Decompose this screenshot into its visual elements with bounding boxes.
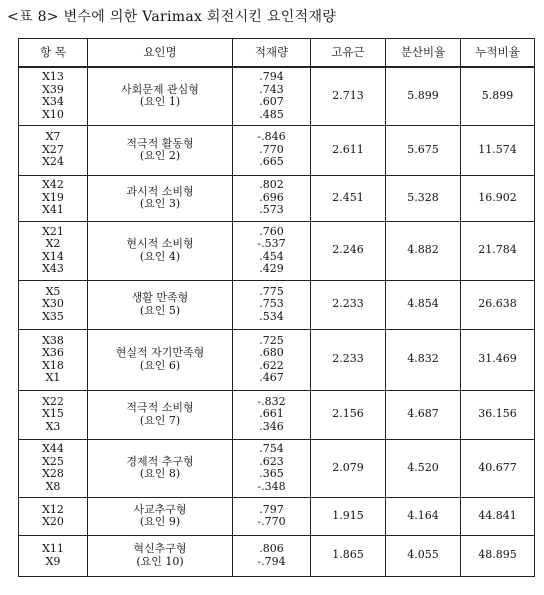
item-codes-value: X25 xyxy=(42,454,64,468)
eigenvalue: 2.451 xyxy=(311,175,386,221)
table-row xyxy=(19,125,535,175)
loadings xyxy=(233,535,311,576)
eigenvalue: 2.611 xyxy=(311,125,386,175)
loadings-value: .467 xyxy=(259,371,284,384)
table-row xyxy=(19,67,535,125)
header-eigenvalue: 고유근 xyxy=(311,39,386,68)
loadings-value: .661 xyxy=(259,407,284,421)
table-row xyxy=(19,221,535,280)
item-codes-value: X3 xyxy=(45,419,61,433)
loadings-value: .454 xyxy=(259,249,284,263)
item-codes xyxy=(19,175,88,221)
eigenvalue: 1.865 xyxy=(311,535,386,576)
item-codes-value: X27 xyxy=(42,142,64,156)
eigenvalue: 2.233 xyxy=(311,329,386,390)
loadings-value: -.794 xyxy=(257,554,286,568)
item-codes-value: X36 xyxy=(42,346,64,359)
loadings-value: .622 xyxy=(259,358,284,372)
loadings-value: .725 xyxy=(259,333,284,347)
eigenvalue: 1.915 xyxy=(311,497,386,535)
factor-name-cell xyxy=(88,175,233,221)
item-codes-value: X39 xyxy=(42,82,64,96)
table-row xyxy=(19,175,535,221)
factor-number: (요인 8) xyxy=(139,467,181,480)
header-row xyxy=(19,39,535,68)
item-codes-value: X24 xyxy=(42,155,64,169)
cumulative-ratio: 16.902 xyxy=(461,175,535,221)
factor-loading-table xyxy=(18,38,535,577)
cumulative-ratio: 21.784 xyxy=(461,221,535,280)
cumulative-ratio: 40.677 xyxy=(461,439,535,497)
factor-name-cell xyxy=(88,439,233,497)
factor-name-cell xyxy=(88,329,233,390)
variance-ratio: 5.899 xyxy=(386,67,461,125)
item-codes xyxy=(19,390,88,439)
factor-name-cell xyxy=(88,221,233,280)
factor-name: 현실적 자기만족형 xyxy=(115,346,205,359)
loadings-value: -.832 xyxy=(257,394,286,408)
eigenvalue: 2.246 xyxy=(311,221,386,280)
variance-ratio: 4.164 xyxy=(386,497,461,535)
loadings-value: -.348 xyxy=(257,479,286,493)
eigenvalue: 2.079 xyxy=(311,439,386,497)
variance-ratio: 4.520 xyxy=(386,439,461,497)
cumulative-ratio: 5.899 xyxy=(461,67,535,125)
eigenvalue: 2.233 xyxy=(311,280,386,329)
item-codes-value: X41 xyxy=(42,203,64,217)
loadings-value: .775 xyxy=(259,284,284,298)
loadings-value: .680 xyxy=(259,346,284,359)
cumulative-ratio: 44.841 xyxy=(461,497,535,535)
loadings xyxy=(233,67,311,125)
item-codes-value: X43 xyxy=(42,262,64,275)
table-row xyxy=(19,390,535,439)
item-codes-value: X1 xyxy=(45,371,61,384)
factor-name-cell xyxy=(88,535,233,576)
item-codes-value: X20 xyxy=(42,515,64,528)
loadings-value: -.846 xyxy=(257,130,286,144)
loadings-value: .754 xyxy=(259,442,284,455)
factor-number: (요인 5) xyxy=(139,303,181,317)
eigenvalue: 2.156 xyxy=(311,390,386,439)
loadings-value: .794 xyxy=(259,70,284,84)
table-row xyxy=(19,280,535,329)
factor-name: 사교추구형 xyxy=(133,502,187,516)
factor-name: 사회문제 관심형 xyxy=(121,82,199,96)
factor-number: (요인 10) xyxy=(136,554,184,568)
factor-name-cell xyxy=(88,390,233,439)
item-codes-value: X19 xyxy=(42,190,64,204)
loadings-value: .797 xyxy=(259,502,284,516)
loadings-value: .806 xyxy=(259,542,284,555)
item-codes-value: X21 xyxy=(42,224,64,238)
variance-ratio: 4.687 xyxy=(386,390,461,439)
item-codes-value: X28 xyxy=(42,467,64,480)
factor-name: 적극적 활동형 xyxy=(126,136,194,150)
factor-number: (요인 4) xyxy=(139,249,181,263)
item-codes xyxy=(19,329,88,390)
loadings-value: -.537 xyxy=(257,237,286,250)
item-codes-value: X42 xyxy=(42,178,64,192)
item-codes xyxy=(19,280,88,329)
factor-number: (요인 2) xyxy=(139,149,181,162)
loadings-value: .665 xyxy=(259,155,284,169)
factor-name-cell xyxy=(88,280,233,329)
item-codes-value: X14 xyxy=(42,249,64,263)
factor-name-cell xyxy=(88,497,233,535)
loadings-value: .623 xyxy=(259,454,284,468)
loadings-value: .696 xyxy=(259,190,284,204)
variance-ratio: 4.055 xyxy=(386,535,461,576)
header-items: 항 목 xyxy=(19,39,88,68)
loadings-value: .485 xyxy=(259,107,284,121)
item-codes xyxy=(19,497,88,535)
variance-ratio: 4.882 xyxy=(386,221,461,280)
factor-name: 생활 만족형 xyxy=(131,291,189,304)
item-codes-value: X38 xyxy=(42,333,64,347)
table-row xyxy=(19,535,535,576)
item-codes-value: X11 xyxy=(42,542,64,555)
header-cumulative-ratio: 누적비율 xyxy=(461,39,535,68)
loadings-value: .607 xyxy=(259,95,284,109)
loadings-value: .770 xyxy=(259,142,284,156)
item-codes xyxy=(19,221,88,280)
factor-name: 과시적 소비형 xyxy=(126,184,194,198)
cumulative-ratio: 31.469 xyxy=(461,329,535,390)
loadings-value: .743 xyxy=(259,82,284,96)
item-codes-value: X8 xyxy=(45,479,61,493)
item-codes-value: X15 xyxy=(42,407,64,421)
loadings xyxy=(233,439,311,497)
eigenvalue: 2.713 xyxy=(311,67,386,125)
factor-name: 경제적 추구형 xyxy=(126,454,194,468)
loadings-value: .573 xyxy=(259,203,284,217)
variance-ratio: 4.832 xyxy=(386,329,461,390)
item-codes-value: X10 xyxy=(42,107,64,121)
loadings-value: .346 xyxy=(259,419,284,433)
table-caption: <표 8> 변수에 의한 Varimax 회전시킨 요인적재량 xyxy=(7,9,337,25)
item-codes-value: X9 xyxy=(45,554,61,568)
loadings-value: -.770 xyxy=(257,515,286,528)
factor-name-cell xyxy=(88,67,233,125)
table-body xyxy=(19,67,535,576)
item-codes-value: X34 xyxy=(42,95,64,109)
loadings-value: .802 xyxy=(259,178,284,192)
loadings xyxy=(233,125,311,175)
factor-name: 혁신추구형 xyxy=(133,542,187,555)
variance-ratio: 4.854 xyxy=(386,280,461,329)
factor-name: 현시적 소비형 xyxy=(126,237,194,250)
loadings xyxy=(233,280,311,329)
factor-name: 적극적 소비형 xyxy=(126,401,194,414)
loadings-value: .753 xyxy=(259,297,284,311)
header-variance-ratio: 분산비율 xyxy=(386,39,461,68)
cumulative-ratio: 36.156 xyxy=(461,390,535,439)
factor-number: (요인 3) xyxy=(139,197,181,210)
item-codes-value: X5 xyxy=(45,284,61,298)
loadings-value: .429 xyxy=(259,262,284,275)
item-codes-value: X2 xyxy=(45,237,61,250)
factor-number: (요인 9) xyxy=(139,515,181,528)
item-codes-value: X12 xyxy=(42,502,64,516)
loadings xyxy=(233,175,311,221)
loadings xyxy=(233,221,311,280)
loadings-value: .365 xyxy=(259,467,284,480)
item-codes-value: X13 xyxy=(42,70,64,84)
factor-name-cell xyxy=(88,125,233,175)
item-codes-value: X44 xyxy=(42,442,64,455)
table-row xyxy=(19,329,535,390)
factor-number: (요인 6) xyxy=(139,358,181,372)
table-row xyxy=(19,497,535,535)
loadings xyxy=(233,390,311,439)
header-factor-name: 요인명 xyxy=(88,39,233,68)
loadings-value: .534 xyxy=(259,309,284,323)
table-row xyxy=(19,439,535,497)
header-loading: 적재량 xyxy=(233,39,311,68)
factor-number: (요인 7) xyxy=(139,413,181,427)
cumulative-ratio: 26.638 xyxy=(461,280,535,329)
loadings-value: .760 xyxy=(259,224,284,238)
item-codes xyxy=(19,125,88,175)
item-codes xyxy=(19,67,88,125)
variance-ratio: 5.328 xyxy=(386,175,461,221)
item-codes-value: X35 xyxy=(42,309,64,323)
cumulative-ratio: 48.895 xyxy=(461,535,535,576)
item-codes-value: X7 xyxy=(45,130,61,144)
loadings xyxy=(233,329,311,390)
factor-number: (요인 1) xyxy=(139,95,181,109)
variance-ratio: 5.675 xyxy=(386,125,461,175)
cumulative-ratio: 11.574 xyxy=(461,125,535,175)
item-codes-value: X18 xyxy=(42,358,64,372)
item-codes xyxy=(19,439,88,497)
item-codes-value: X30 xyxy=(42,297,64,311)
item-codes-value: X22 xyxy=(42,394,64,408)
loadings xyxy=(233,497,311,535)
item-codes xyxy=(19,535,88,576)
